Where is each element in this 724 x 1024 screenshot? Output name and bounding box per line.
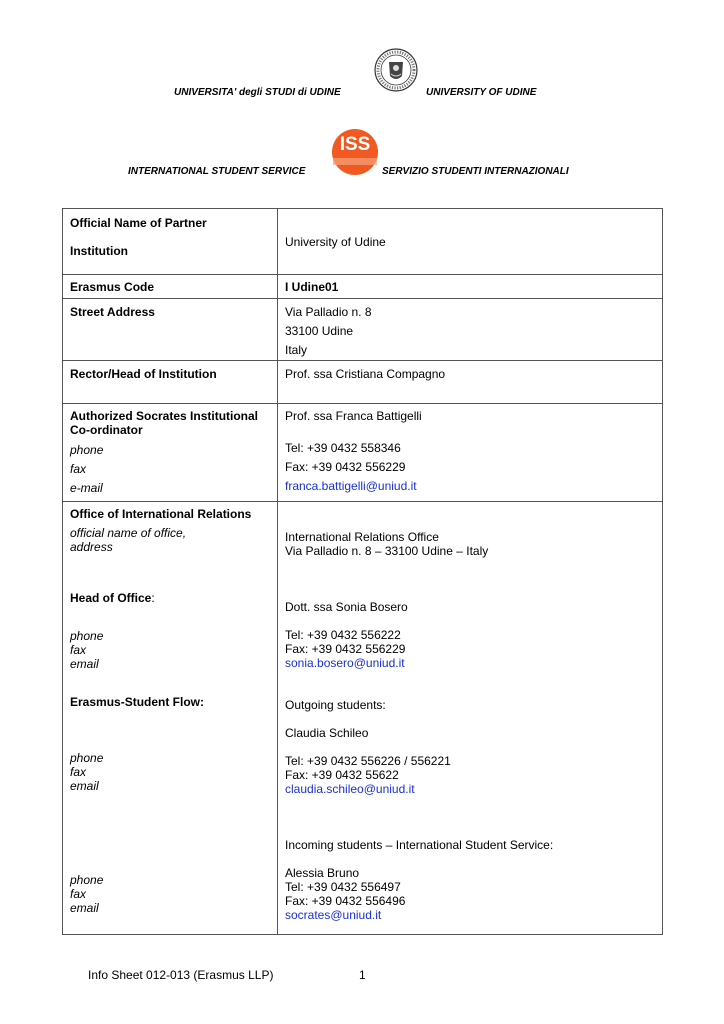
address-line-2: 33100 Udine (285, 324, 354, 338)
rector-label: Rector/Head of Institution (70, 367, 217, 381)
footer-page-number: 1 (359, 968, 366, 982)
table-row (63, 361, 663, 404)
outgoing-email-link[interactable]: claudia.schileo@uniud.it (285, 782, 415, 796)
outgoing-fax-label: fax (70, 765, 87, 779)
incoming-fax-label: fax (70, 887, 87, 901)
coordinator-label: Authorized Socrates Institutional Co-ordinator (70, 409, 259, 437)
outgoing-tel: Tel: +39 0432 556226 / 556221 (285, 754, 451, 768)
erasmus-flow-label: Erasmus-Student Flow: (70, 695, 205, 709)
head-of-office-colon: : (151, 591, 155, 605)
outgoing-email-label: email (70, 779, 99, 793)
incoming-contact-name: Alessia Bruno (285, 866, 360, 880)
university-seal-icon (374, 48, 418, 92)
institution-label: Institution (70, 244, 128, 258)
head-phone-label: phone (70, 629, 104, 643)
coordinator-fax: Fax: +39 0432 556229 (285, 460, 406, 474)
outgoing-contact-name: Claudia Schileo (285, 726, 369, 740)
coordinator-email-label: e-mail (70, 481, 103, 495)
rector-value: Prof. ssa Cristiana Compagno (285, 367, 446, 381)
table-row (63, 502, 663, 935)
university-name-italian: UNIVERSITA' degli STUDI di UDINE (174, 87, 341, 98)
partner-info-table (62, 208, 663, 935)
address-line-3: Italy (285, 343, 308, 357)
incoming-tel: Tel: +39 0432 556497 (285, 880, 401, 894)
incoming-fax: Fax: +39 0432 556496 (285, 894, 406, 908)
university-name-english: UNIVERSITY OF UDINE (426, 87, 537, 98)
address-line-1: Via Palladio n. 8 (285, 305, 372, 319)
erasmus-code-label: Erasmus Code (70, 279, 155, 294)
table-row (63, 209, 663, 275)
official-name-label: Official Name of Partner (70, 216, 207, 230)
coordinator-tel: Tel: +39 0432 558346 (285, 441, 401, 455)
incoming-students-title: Incoming students – International Student Service: (285, 838, 554, 852)
coordinator-phone-label: phone (70, 443, 104, 457)
head-email-label: email (70, 657, 99, 671)
head-fax: Fax: +39 0432 556229 (285, 642, 406, 656)
iss-logo-text: ISS (339, 134, 371, 155)
international-office-label: Office of International Relations (70, 507, 252, 521)
coordinator-fax-label: fax (70, 462, 87, 476)
head-tel: Tel: +39 0432 556222 (285, 628, 401, 642)
office-name-address-label: official name of office, address (70, 526, 187, 554)
office-name: International Relations Office (285, 530, 439, 544)
outgoing-students-title: Outgoing students: (285, 698, 386, 712)
coordinator-name: Prof. ssa Franca Battigelli (285, 409, 422, 423)
head-email-link[interactable]: sonia.bosero@uniud.it (285, 656, 405, 670)
coordinator-email-link[interactable]: franca.battigelli@uniud.it (285, 479, 417, 493)
table-row (63, 299, 663, 361)
official-name-label-cell (63, 209, 278, 275)
official-name-value-cell (278, 209, 663, 275)
office-address: Via Palladio n. 8 – 33100 Udine – Italy (285, 544, 489, 558)
incoming-email-link[interactable]: socrates@uniud.it (285, 908, 382, 922)
incoming-email-label: email (70, 901, 99, 915)
service-name-english: INTERNATIONAL STUDENT SERVICE (128, 166, 306, 177)
table-row (63, 275, 663, 299)
official-name-value: University of Udine (285, 234, 386, 249)
table-row (63, 404, 663, 502)
erasmus-code-value: I Udine01 (285, 279, 339, 294)
outgoing-phone-label: phone (70, 751, 104, 765)
street-address-label: Street Address (70, 305, 155, 319)
head-of-office-label: Head of Office (70, 591, 152, 605)
outgoing-fax: Fax: +39 0432 55622 (285, 768, 399, 782)
service-name-italian: SERVIZIO STUDENTI INTERNAZIONALI (382, 166, 569, 177)
head-of-office-name: Dott. ssa Sonia Bosero (285, 600, 408, 614)
incoming-phone-label: phone (70, 873, 104, 887)
head-fax-label: fax (70, 643, 87, 657)
footer-document-title: Info Sheet 012-013 (Erasmus LLP) (88, 968, 274, 982)
